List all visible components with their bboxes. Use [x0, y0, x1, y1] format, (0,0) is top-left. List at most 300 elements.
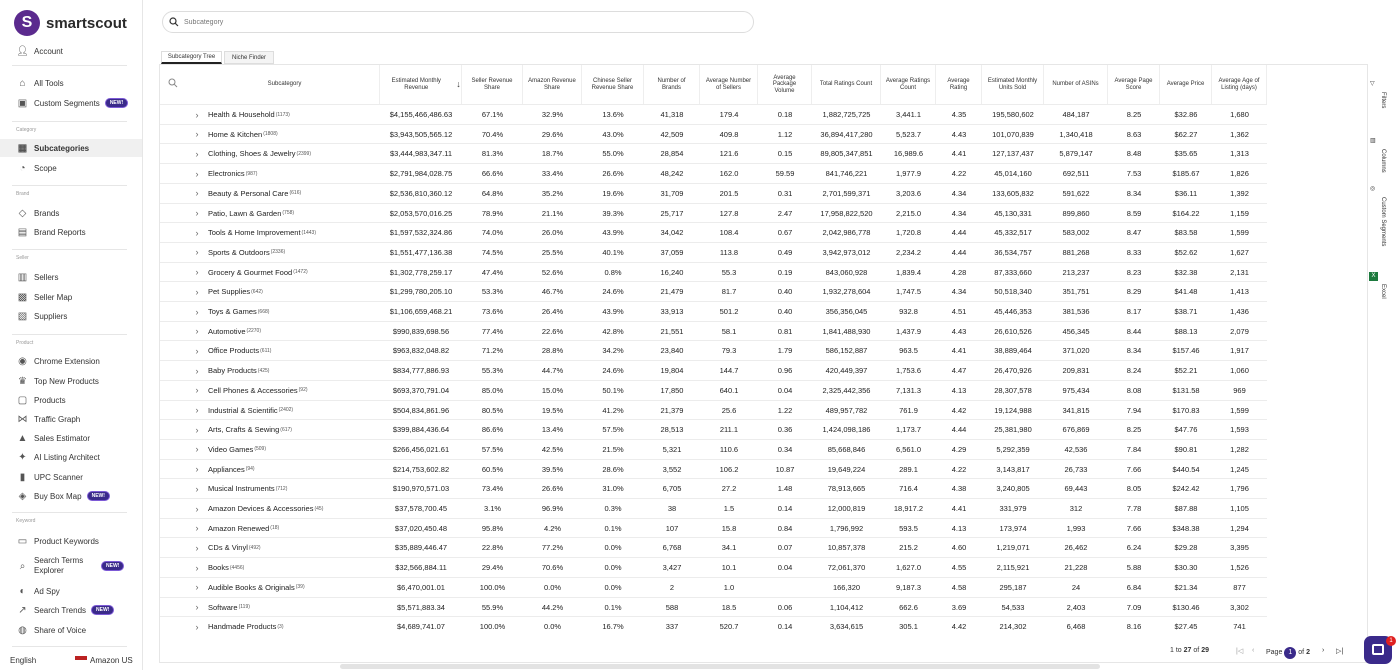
cell-seller-revenue-share: 47.4% — [481, 267, 504, 277]
sidebar-item-label: Brand Reports — [34, 227, 86, 237]
cell-amazon-revenue-share: 25.5% — [541, 247, 564, 257]
column-header-label: Average Package Volume — [772, 75, 797, 94]
expand-chevron-icon[interactable]: › — [195, 582, 199, 593]
cell-average-price: $38.71 — [1174, 307, 1198, 316]
cell-total-ratings-count: 841,746,221 — [825, 169, 868, 179]
column-header-average-number-of-sellers[interactable] — [700, 65, 758, 104]
cell-average-ratings-count: 1,720.8 — [895, 228, 922, 238]
cell-average-package-volume: 0.04 — [777, 563, 793, 573]
cell-estimated-monthly-revenue: $2,791,984,028.75 — [389, 169, 453, 179]
cell-total-ratings-count: 1,796,992 — [829, 523, 864, 533]
cell-chinese-seller-revenue-share: 21.5% — [602, 444, 624, 454]
column-header-average-ratings-count[interactable] — [881, 65, 936, 104]
cell-chinese-seller-revenue-share: 43.0% — [602, 129, 624, 139]
cell-chinese-seller-revenue-share: 0.3% — [604, 504, 622, 513]
column-header-amazon-revenue-share[interactable] — [523, 65, 582, 104]
cell-average-age-of-listing-days: 3,302 — [1230, 602, 1249, 612]
cell-average-price: $62.27 — [1174, 129, 1198, 139]
search-bar[interactable] — [162, 11, 754, 33]
table-row[interactable] — [160, 203, 1267, 223]
cell-number-of-asins: 6,468 — [1066, 622, 1086, 632]
subcategory-name[interactable] — [208, 125, 380, 144]
expand-chevron-icon[interactable]: › — [195, 129, 199, 140]
cell-chinese-seller-revenue-share: 31.0% — [602, 484, 624, 494]
table-row[interactable] — [160, 143, 1267, 163]
account-link[interactable] — [0, 42, 142, 60]
sidebar-item-products[interactable] — [0, 391, 142, 409]
cell-estimated-monthly-revenue: $1,551,477,136.38 — [389, 247, 453, 257]
sidebar-item-ai-listing-architect[interactable] — [0, 448, 142, 466]
subcategory-name[interactable] — [208, 598, 380, 617]
table-row[interactable] — [160, 616, 1267, 636]
cell-average-price: $170.83 — [1172, 405, 1200, 415]
column-header-label: Average Price — [1166, 81, 1205, 88]
subcategory-name[interactable] — [208, 204, 380, 223]
cell-average-price: $52.62 — [1174, 247, 1198, 257]
cell-average-ratings-count: 716.4 — [899, 484, 918, 494]
expand-chevron-icon[interactable]: › — [195, 345, 199, 356]
marketplace-select[interactable] — [75, 656, 133, 665]
cell-average-page-score: 8.59 — [1126, 208, 1142, 218]
expand-chevron-icon[interactable]: › — [195, 602, 199, 612]
cell-average-price: $27.45 — [1174, 622, 1198, 632]
sidebar-item-suppliers[interactable] — [0, 307, 142, 325]
sort-desc-icon[interactable]: ↓ — [456, 78, 461, 89]
expand-chevron-icon[interactable]: › — [195, 208, 199, 218]
subcategory-name[interactable] — [208, 243, 380, 262]
table-row[interactable] — [160, 459, 1267, 479]
sidebar-item-product-keywords[interactable] — [0, 532, 142, 550]
expand-chevron-icon[interactable]: › — [195, 483, 199, 494]
cell-average-package-volume: 59.59 — [775, 169, 795, 179]
sidebar-item-upc-scanner[interactable] — [0, 468, 142, 486]
subcategory-label: Video Games — [208, 444, 254, 454]
cell-average-package-volume: 0.84 — [777, 523, 793, 533]
cell-amazon-revenue-share: 44.2% — [541, 602, 564, 612]
subcategory-label: Amazon Renewed — [208, 523, 270, 533]
cell-average-page-score: 8.25 — [1126, 425, 1142, 435]
cell-average-age-of-listing-days: 1,826 — [1230, 169, 1249, 179]
sidebar-item-custom-segments[interactable] — [0, 94, 142, 112]
cell-number-of-brands: 38 — [667, 504, 677, 513]
subcategory-name[interactable] — [208, 519, 380, 538]
current-page[interactable]: 1 — [1284, 647, 1296, 659]
subcategory-name[interactable] — [208, 479, 380, 498]
cell-number-of-brands: 588 — [665, 602, 679, 612]
cell-average-package-volume: 1.48 — [777, 484, 793, 494]
cell-average-page-score: 8.08 — [1126, 385, 1142, 395]
cell-average-number-of-sellers: 113.8 — [719, 247, 739, 257]
column-header-subcategory[interactable] — [190, 65, 380, 104]
expand-chevron-icon[interactable]: › — [195, 326, 199, 337]
column-header-chinese-seller-revenue-share[interactable] — [582, 65, 644, 104]
prev-page-icon[interactable]: ‹ — [1252, 647, 1255, 654]
cell-estimated-monthly-revenue: $6,470,001.01 — [397, 582, 445, 592]
subcategory-name[interactable] — [208, 460, 380, 479]
cell-average-ratings-count: 932.8 — [899, 307, 918, 316]
divider — [12, 512, 127, 513]
sidebar-item-search-terms-explorer[interactable] — [0, 557, 142, 575]
table-row[interactable] — [160, 183, 1267, 203]
cell-chinese-seller-revenue-share: 43.9% — [602, 307, 624, 316]
sidebar-item-label: Scope — [34, 163, 57, 173]
cell-average-rating: 4.34 — [951, 208, 967, 218]
cell-average-rating: 4.51 — [951, 307, 967, 316]
cell-estimated-monthly-revenue: $2,053,570,016.25 — [389, 208, 453, 218]
cell-seller-revenue-share: 95.8% — [481, 523, 504, 533]
table-row[interactable] — [160, 597, 1267, 617]
subcategory-name[interactable] — [208, 381, 380, 400]
cell-number-of-brands: 37,059 — [660, 247, 684, 257]
cell-average-number-of-sellers: 18.5 — [721, 602, 737, 612]
cell-estimated-monthly-revenue: $5,571,883.34 — [397, 602, 445, 612]
cell-average-package-volume: 0.49 — [777, 247, 793, 257]
cell-average-age-of-listing-days: 2,079 — [1230, 326, 1249, 336]
sidebar-item-ad-spy[interactable] — [0, 582, 142, 600]
cell-estimated-monthly-revenue: $963,832,048.82 — [392, 346, 450, 356]
subcategory-name[interactable] — [208, 538, 380, 557]
cell-average-ratings-count: 3,441.1 — [895, 110, 922, 119]
divider — [12, 249, 127, 250]
cell-number-of-asins: 975,434 — [1062, 385, 1090, 395]
cell-average-number-of-sellers: 108.4 — [719, 228, 739, 238]
column-header-estimated-monthly-units-sold[interactable] — [982, 65, 1044, 104]
cell-average-number-of-sellers: 110.6 — [719, 444, 739, 454]
subcategory-name[interactable] — [208, 105, 380, 124]
subcategory-label: Musical Instruments — [208, 484, 275, 494]
cell-average-rating: 4.43 — [951, 129, 967, 139]
cell-seller-revenue-share: 29.4% — [481, 563, 504, 573]
expand-chevron-icon[interactable]: › — [195, 286, 199, 297]
cell-seller-revenue-share: 100.0% — [479, 582, 506, 592]
cell-average-page-score: 8.17 — [1126, 307, 1142, 316]
subcategory-label: Beauty & Personal Care — [208, 188, 289, 198]
table-row[interactable] — [160, 537, 1267, 557]
subcategory-label: Electronics — [208, 169, 245, 179]
tab-subcategory-tree[interactable]: Subcategory Tree — [161, 51, 222, 64]
sidebar-item-sellers[interactable] — [0, 268, 142, 286]
table-row[interactable] — [160, 557, 1267, 577]
table-row[interactable] — [160, 439, 1267, 459]
cell-chinese-seller-revenue-share: 0.0% — [604, 563, 622, 573]
cell-chinese-seller-revenue-share: 42.8% — [602, 326, 624, 336]
subcategory-name[interactable] — [208, 263, 380, 282]
cell-average-age-of-listing-days: 1,282 — [1230, 444, 1249, 454]
divider — [12, 334, 127, 335]
divider — [12, 185, 127, 186]
expand-chevron-icon[interactable]: › — [195, 306, 199, 317]
cell-average-page-score: 5.88 — [1126, 563, 1142, 573]
cell-seller-revenue-share: 77.4% — [481, 326, 504, 336]
horizontal-scrollbar[interactable] — [340, 664, 1100, 669]
subcategory-count: (668) — [257, 308, 270, 315]
expand-chevron-icon[interactable]: › — [195, 523, 199, 534]
subcategory-label: Automotive — [208, 326, 246, 336]
table-row[interactable] — [160, 321, 1267, 341]
language-select[interactable]: English — [10, 656, 37, 665]
expand-chevron-icon[interactable]: › — [195, 621, 199, 632]
subcategory-name[interactable] — [208, 361, 380, 380]
subcategory-label: Tools & Home Improvement — [208, 228, 301, 238]
sidebar-item-search-trends[interactable] — [0, 601, 142, 619]
last-page-icon[interactable]: ▷| — [1336, 648, 1344, 655]
subcategory-name[interactable] — [208, 617, 380, 636]
ai-icon: ✦ — [18, 451, 27, 463]
subcategory-label: Office Products — [208, 346, 260, 356]
table-row[interactable] — [160, 262, 1267, 282]
cell-amazon-revenue-share: 96.9% — [541, 504, 564, 513]
table-row[interactable] — [160, 577, 1267, 597]
expand-chevron-icon[interactable]: › — [195, 444, 199, 455]
column-header-average-age-of-listing-days[interactable] — [1212, 65, 1267, 104]
cell-average-package-volume: 0.40 — [777, 307, 793, 316]
subcategory-name[interactable] — [208, 322, 380, 341]
column-header-estimated-monthly-revenue[interactable] — [380, 65, 462, 104]
subcategory-name[interactable] — [208, 184, 380, 203]
cell-estimated-monthly-revenue: $990,839,698.56 — [392, 326, 450, 336]
filters-label: Filters — [1380, 92, 1386, 109]
cell-number-of-asins: 899,860 — [1062, 208, 1090, 218]
table-row[interactable] — [160, 360, 1267, 380]
expand-chevron-icon[interactable]: › — [195, 385, 199, 396]
cell-number-of-asins: 591,622 — [1062, 188, 1090, 198]
cell-average-number-of-sellers: 79.3 — [721, 346, 737, 356]
table-row[interactable] — [160, 478, 1267, 498]
sidebar-item-label: Search Trends — [34, 605, 87, 615]
sidebar-item-traffic-graph[interactable] — [0, 410, 142, 428]
cell-average-package-volume: 1.12 — [777, 129, 793, 139]
subcategory-count: (94) — [245, 466, 255, 473]
cell-average-rating: 4.58 — [951, 582, 967, 592]
column-header-number-of-brands[interactable] — [644, 65, 700, 104]
cell-estimated-monthly-revenue: $214,753,602.82 — [392, 464, 450, 474]
cell-number-of-brands: 5,321 — [662, 444, 682, 454]
cell-average-page-score: 7.09 — [1126, 602, 1142, 612]
subcategory-name[interactable] — [208, 282, 380, 301]
cell-amazon-revenue-share: 42.5% — [541, 444, 564, 454]
cell-estimated-monthly-units-sold: 26,610,526 — [994, 326, 1032, 336]
cell-average-package-volume: 0.15 — [777, 149, 793, 159]
expand-chevron-icon[interactable]: › — [195, 148, 199, 159]
column-header-average-rating[interactable] — [936, 65, 982, 104]
expand-chevron-icon[interactable]: › — [195, 464, 199, 475]
custom-segments-label: Custom Segments — [1380, 197, 1386, 247]
cell-estimated-monthly-units-sold: 3,240,805 — [996, 484, 1030, 494]
column-header-average-page-score[interactable] — [1108, 65, 1160, 104]
table-row[interactable] — [160, 104, 1267, 124]
table-row[interactable] — [160, 400, 1267, 420]
cell-chinese-seller-revenue-share: 50.1% — [602, 385, 624, 395]
logo[interactable] — [14, 10, 127, 36]
cell-estimated-monthly-units-sold: 1,219,071 — [996, 543, 1030, 553]
sidebar-item-label: Buy Box Map — [34, 491, 82, 501]
subcategory-name[interactable] — [208, 558, 380, 577]
table-row[interactable] — [160, 242, 1267, 262]
subcategory-name[interactable] — [208, 302, 380, 321]
subcategory-name[interactable] — [208, 223, 380, 242]
cell-seller-revenue-share: 64.8% — [481, 188, 504, 198]
spy-icon: ◐ — [19, 585, 26, 597]
column-header-average-price[interactable] — [1160, 65, 1212, 104]
cell-estimated-monthly-units-sold: 54,533 — [1001, 602, 1025, 612]
cell-amazon-revenue-share: 35.2% — [541, 188, 564, 198]
sidebar-item-all-tools[interactable] — [0, 74, 142, 92]
cell-total-ratings-count: 1,932,278,604 — [822, 287, 871, 297]
table-row[interactable] — [160, 498, 1267, 518]
next-page-icon[interactable]: › — [1322, 647, 1325, 654]
cell-average-number-of-sellers: 34.1 — [721, 543, 737, 553]
cell-estimated-monthly-units-sold: 173,974 — [999, 523, 1027, 533]
subcategory-name[interactable] — [208, 341, 380, 360]
table-row[interactable] — [160, 163, 1267, 183]
sidebar-item-share-of-voice[interactable] — [0, 621, 142, 639]
sidebar-item-top-new-products[interactable] — [0, 372, 142, 390]
table-row[interactable] — [160, 281, 1267, 301]
cell-average-ratings-count: 215.2 — [899, 543, 918, 553]
first-page-icon[interactable]: |◁ — [1236, 648, 1244, 655]
cell-number-of-brands: 17,850 — [660, 385, 684, 395]
cell-average-page-score: 6.24 — [1126, 543, 1142, 553]
cell-total-ratings-count: 78,913,665 — [827, 484, 866, 494]
expand-chevron-icon[interactable]: › — [195, 424, 199, 435]
subcategory-name[interactable] — [208, 578, 380, 597]
cell-amazon-revenue-share: 52.6% — [541, 267, 564, 277]
cell-estimated-monthly-revenue: $1,299,780,205.10 — [389, 287, 453, 297]
expand-chevron-icon[interactable]: › — [195, 405, 199, 415]
cell-average-price: $83.58 — [1174, 228, 1198, 238]
table-row[interactable] — [160, 419, 1267, 439]
expand-chevron-icon[interactable]: › — [195, 542, 199, 553]
cell-average-ratings-count: 2,234.2 — [895, 247, 922, 257]
cell-total-ratings-count: 2,325,442,356 — [822, 385, 871, 395]
cell-average-number-of-sellers: 15.8 — [721, 523, 737, 533]
cell-average-price: $36.11 — [1174, 188, 1198, 198]
subcategory-name[interactable] — [208, 164, 380, 183]
cell-number-of-brands: 33,913 — [660, 307, 684, 316]
sidebar-item-buy-box-map[interactable] — [0, 487, 142, 505]
page-indicator: Page 1 of 2 — [1266, 647, 1310, 659]
cell-average-ratings-count: 593.5 — [899, 523, 918, 533]
cell-average-package-volume: 0.19 — [777, 267, 793, 277]
cell-average-age-of-listing-days: 1,362 — [1230, 129, 1249, 139]
table-row[interactable] — [160, 340, 1267, 360]
cell-average-package-volume: 0.31 — [777, 188, 793, 198]
cell-amazon-revenue-share: 70.6% — [541, 563, 564, 573]
cell-average-ratings-count: 3,203.6 — [895, 188, 922, 198]
cell-average-page-score: 8.05 — [1126, 484, 1142, 494]
expand-chevron-icon[interactable]: › — [195, 168, 199, 179]
cell-average-number-of-sellers: 25.6 — [721, 405, 737, 415]
table-row[interactable] — [160, 222, 1267, 242]
barcode-icon: ▮ — [19, 471, 26, 483]
column-header-average-package-volume[interactable] — [758, 65, 812, 104]
search-input[interactable] — [184, 19, 684, 26]
sidebar — [0, 0, 143, 670]
subcategory-name[interactable] — [208, 401, 380, 420]
cell-average-number-of-sellers: 55.3 — [721, 267, 737, 277]
subcategory-count: (2270) — [246, 328, 261, 335]
cell-total-ratings-count: 1,882,725,725 — [822, 110, 871, 119]
cell-average-number-of-sellers: 211.1 — [719, 425, 739, 435]
cell-average-page-score: 7.66 — [1126, 523, 1142, 533]
subcategory-count: (39) — [295, 584, 305, 591]
sidebar-item-subcategories[interactable] — [0, 139, 142, 157]
sidebar-item-chrome-extension[interactable] — [0, 352, 142, 370]
expand-chevron-icon[interactable]: › — [195, 109, 199, 120]
column-search-icon[interactable] — [168, 78, 178, 90]
table-row[interactable] — [160, 124, 1267, 144]
expand-chevron-icon[interactable]: › — [195, 562, 199, 573]
cell-average-age-of-listing-days: 877 — [1233, 582, 1246, 592]
sidebar-item-scope[interactable] — [0, 159, 142, 177]
trend-icon: ↗ — [18, 604, 27, 616]
subcategory-name[interactable] — [208, 420, 380, 439]
tab-niche-finder[interactable]: Niche Finder — [224, 51, 274, 64]
sidebar-item-brand-reports[interactable] — [0, 223, 142, 241]
cell-number-of-asins: 676,869 — [1062, 425, 1090, 435]
subcategory-name[interactable] — [208, 144, 380, 163]
cell-total-ratings-count: 166,320 — [832, 582, 861, 592]
expand-chevron-icon[interactable]: › — [195, 227, 199, 238]
supplier-icon: ▧ — [17, 310, 28, 322]
table-row[interactable] — [160, 301, 1267, 321]
subcategory-count: (4456) — [229, 564, 245, 571]
cell-number-of-brands: 3,427 — [662, 563, 682, 573]
sidebar-item-seller-map[interactable] — [0, 288, 142, 306]
cell-number-of-brands: 23,840 — [660, 346, 684, 356]
subcategory-count: (611) — [260, 347, 272, 354]
subcategory-label: Patio, Lawn & Garden — [208, 208, 282, 218]
cell-average-price: $185.67 — [1172, 169, 1200, 179]
expand-chevron-icon[interactable]: › — [195, 503, 199, 514]
sidebar-section-title: Brand — [16, 191, 30, 197]
expand-chevron-icon[interactable]: › — [195, 188, 199, 199]
cell-amazon-revenue-share: 22.6% — [541, 326, 564, 336]
column-header-total-ratings-count[interactable] — [812, 65, 881, 104]
subcategory-label: CDs & Vinyl — [208, 543, 248, 553]
column-header-label: Number of Brands — [657, 78, 686, 91]
sidebar-item-brands[interactable] — [0, 204, 142, 222]
cell-average-page-score: 8.29 — [1126, 287, 1142, 297]
cell-average-ratings-count: 1,627.0 — [895, 563, 922, 573]
cell-average-ratings-count: 1,747.5 — [895, 287, 922, 297]
keyword-icon: ▭ — [17, 535, 28, 547]
cell-average-number-of-sellers: 144.7 — [719, 366, 739, 376]
cell-average-ratings-count: 1,839.4 — [895, 267, 922, 277]
cell-number-of-asins: 583,002 — [1062, 228, 1090, 238]
cell-total-ratings-count: 10,857,378 — [827, 543, 866, 553]
cell-total-ratings-count: 843,060,928 — [825, 267, 868, 277]
cell-average-page-score: 7.53 — [1126, 169, 1142, 179]
cell-estimated-monthly-revenue: $4,155,466,486.63 — [389, 110, 453, 119]
expand-chevron-icon[interactable]: › — [195, 247, 199, 258]
column-header-seller-revenue-share[interactable] — [462, 65, 523, 104]
subcategory-label: Grocery & Gourmet Food — [208, 267, 293, 277]
cell-amazon-revenue-share: 33.4% — [541, 169, 564, 179]
cell-number-of-asins: 209,831 — [1062, 366, 1090, 376]
subcategory-name[interactable] — [208, 499, 380, 518]
table-row[interactable] — [160, 380, 1267, 400]
expand-chevron-icon[interactable]: › — [195, 365, 199, 376]
expand-chevron-icon[interactable]: › — [195, 267, 199, 278]
sidebar-item-sales-estimator[interactable] — [0, 429, 142, 447]
subcategory-name[interactable] — [208, 440, 380, 459]
cell-average-number-of-sellers: 127.8 — [719, 208, 739, 218]
sidebar-item-label: Products — [34, 395, 66, 405]
table-row[interactable] — [160, 518, 1267, 538]
column-header-number-of-asins[interactable] — [1044, 65, 1108, 104]
column-header-label: Seller Revenue Share — [471, 78, 513, 91]
